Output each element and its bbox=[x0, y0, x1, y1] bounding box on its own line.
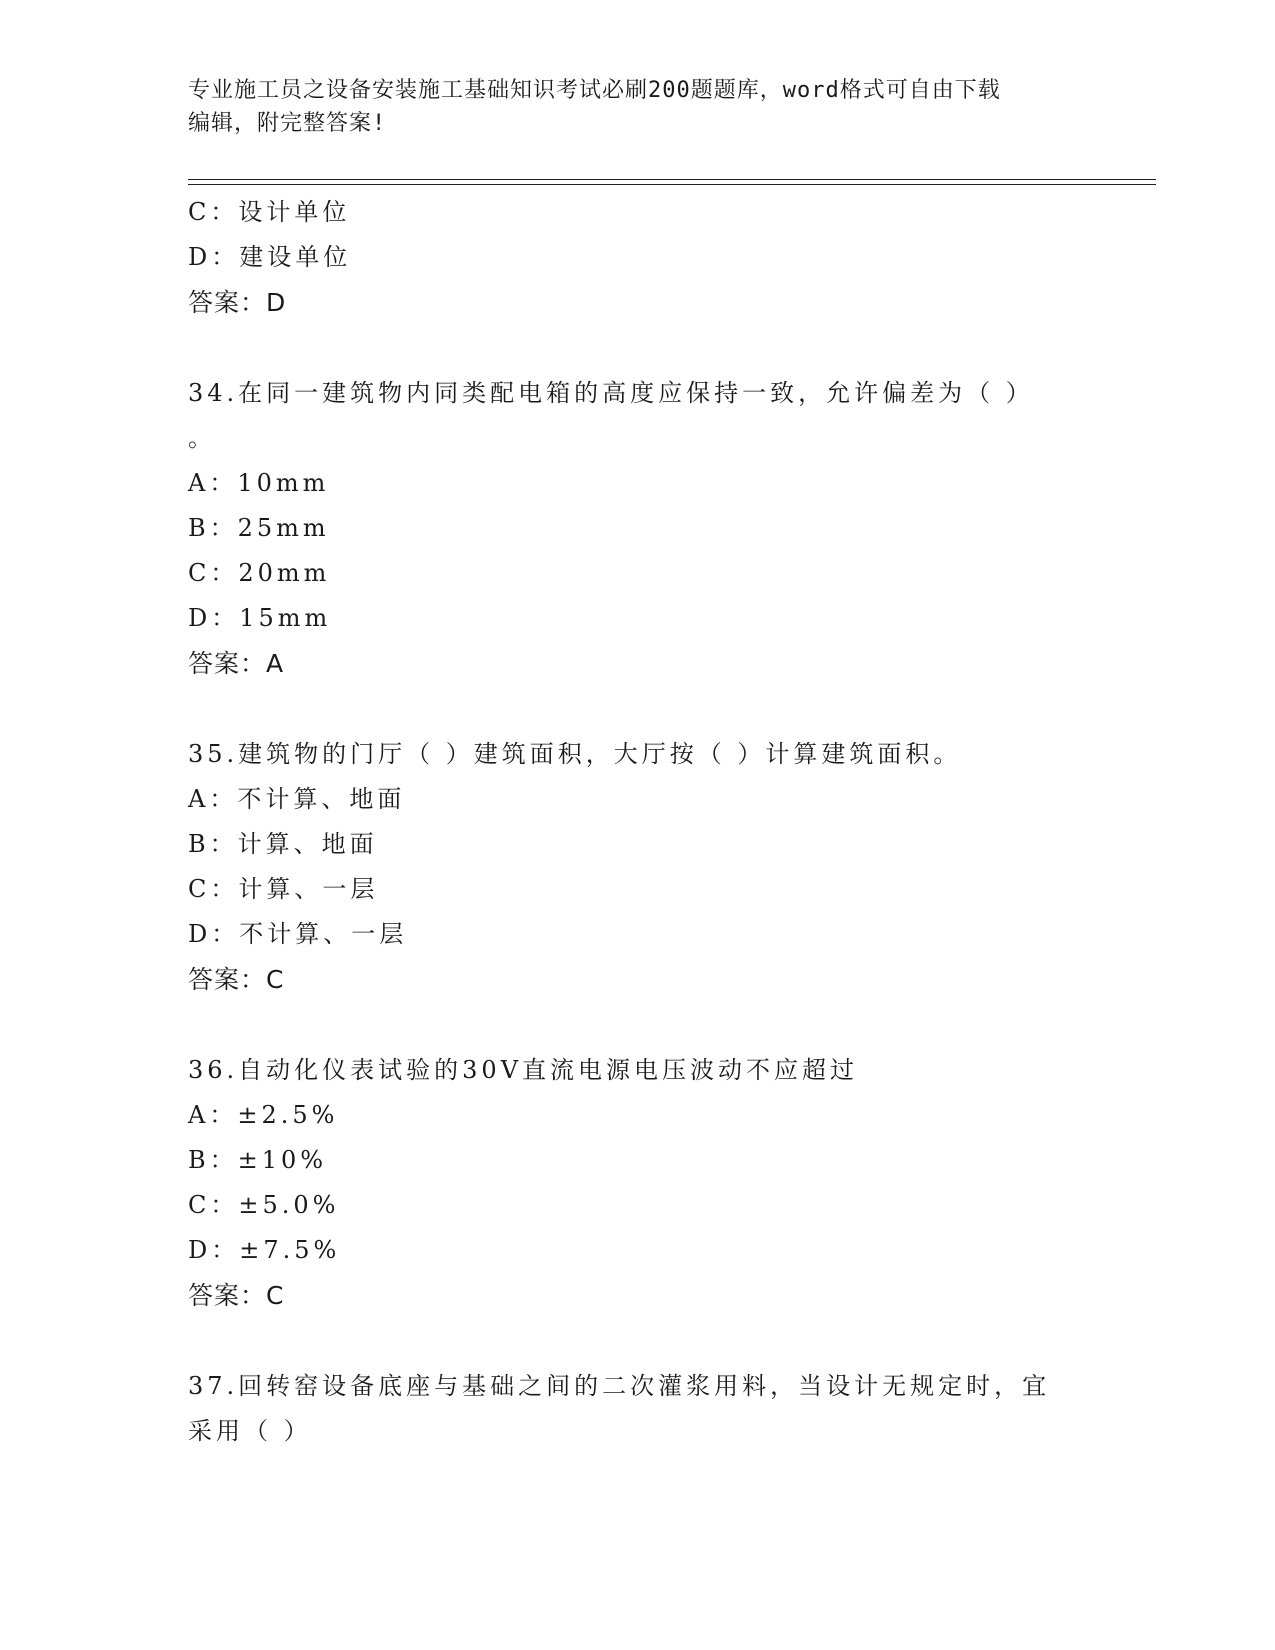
question-34-option-c: C：20mm bbox=[188, 559, 331, 587]
question-34-option-a: A：10mm bbox=[188, 469, 330, 497]
question-34-answer: 答案：A bbox=[188, 649, 285, 678]
question-35-option-a: A：不计算、地面 bbox=[188, 785, 406, 813]
header-line-1: 专业施工员之设备安装施工基础知识考试必刷200题题库，word格式可自由下载 bbox=[188, 78, 1001, 103]
question-36-stem: 36.自动化仪表试验的30V直流电源电压波动不应超过 bbox=[188, 1056, 859, 1084]
question-37-stem: 37.回转窑设备底座与基础之间的二次灌浆用料，当设计无规定时，宜 bbox=[188, 1372, 1051, 1400]
question-35-stem: 35.建筑物的门厅（ ）建筑面积，大厅按（ ）计算建筑面积。 bbox=[188, 740, 962, 768]
question-37-stem-cont: 采用（ ） bbox=[188, 1417, 312, 1445]
header-divider-top bbox=[188, 179, 1156, 180]
prev-option-c: C：设计单位 bbox=[188, 198, 351, 226]
question-36-option-c: C：±5.0% bbox=[188, 1191, 340, 1219]
prev-option-d: D：建设单位 bbox=[188, 243, 352, 271]
question-36-answer: 答案：C bbox=[188, 1281, 285, 1310]
question-36-option-b: B：±10% bbox=[188, 1146, 328, 1174]
header-line-2: 编辑，附完整答案! bbox=[188, 111, 387, 136]
question-34-stem-cont: 。 bbox=[188, 424, 216, 452]
question-34-option-b: B：25mm bbox=[188, 514, 330, 542]
question-36-option-a: A：±2.5% bbox=[188, 1101, 339, 1129]
question-35-option-d: D：不计算、一层 bbox=[188, 920, 408, 948]
question-35-option-b: B：计算、地面 bbox=[188, 830, 378, 858]
question-35-answer: 答案：C bbox=[188, 965, 285, 994]
header-divider-bottom bbox=[188, 184, 1156, 185]
question-35-option-c: C：计算、一层 bbox=[188, 875, 379, 903]
question-34-stem: 34.在同一建筑物内同类配电箱的高度应保持一致，允许偏差为（ ） bbox=[188, 379, 1034, 407]
question-36-option-d: D：±7.5% bbox=[188, 1236, 341, 1264]
prev-answer: 答案：D bbox=[188, 288, 287, 317]
document-header bbox=[188, 74, 1068, 140]
question-34-option-d: D：15mm bbox=[188, 604, 332, 632]
